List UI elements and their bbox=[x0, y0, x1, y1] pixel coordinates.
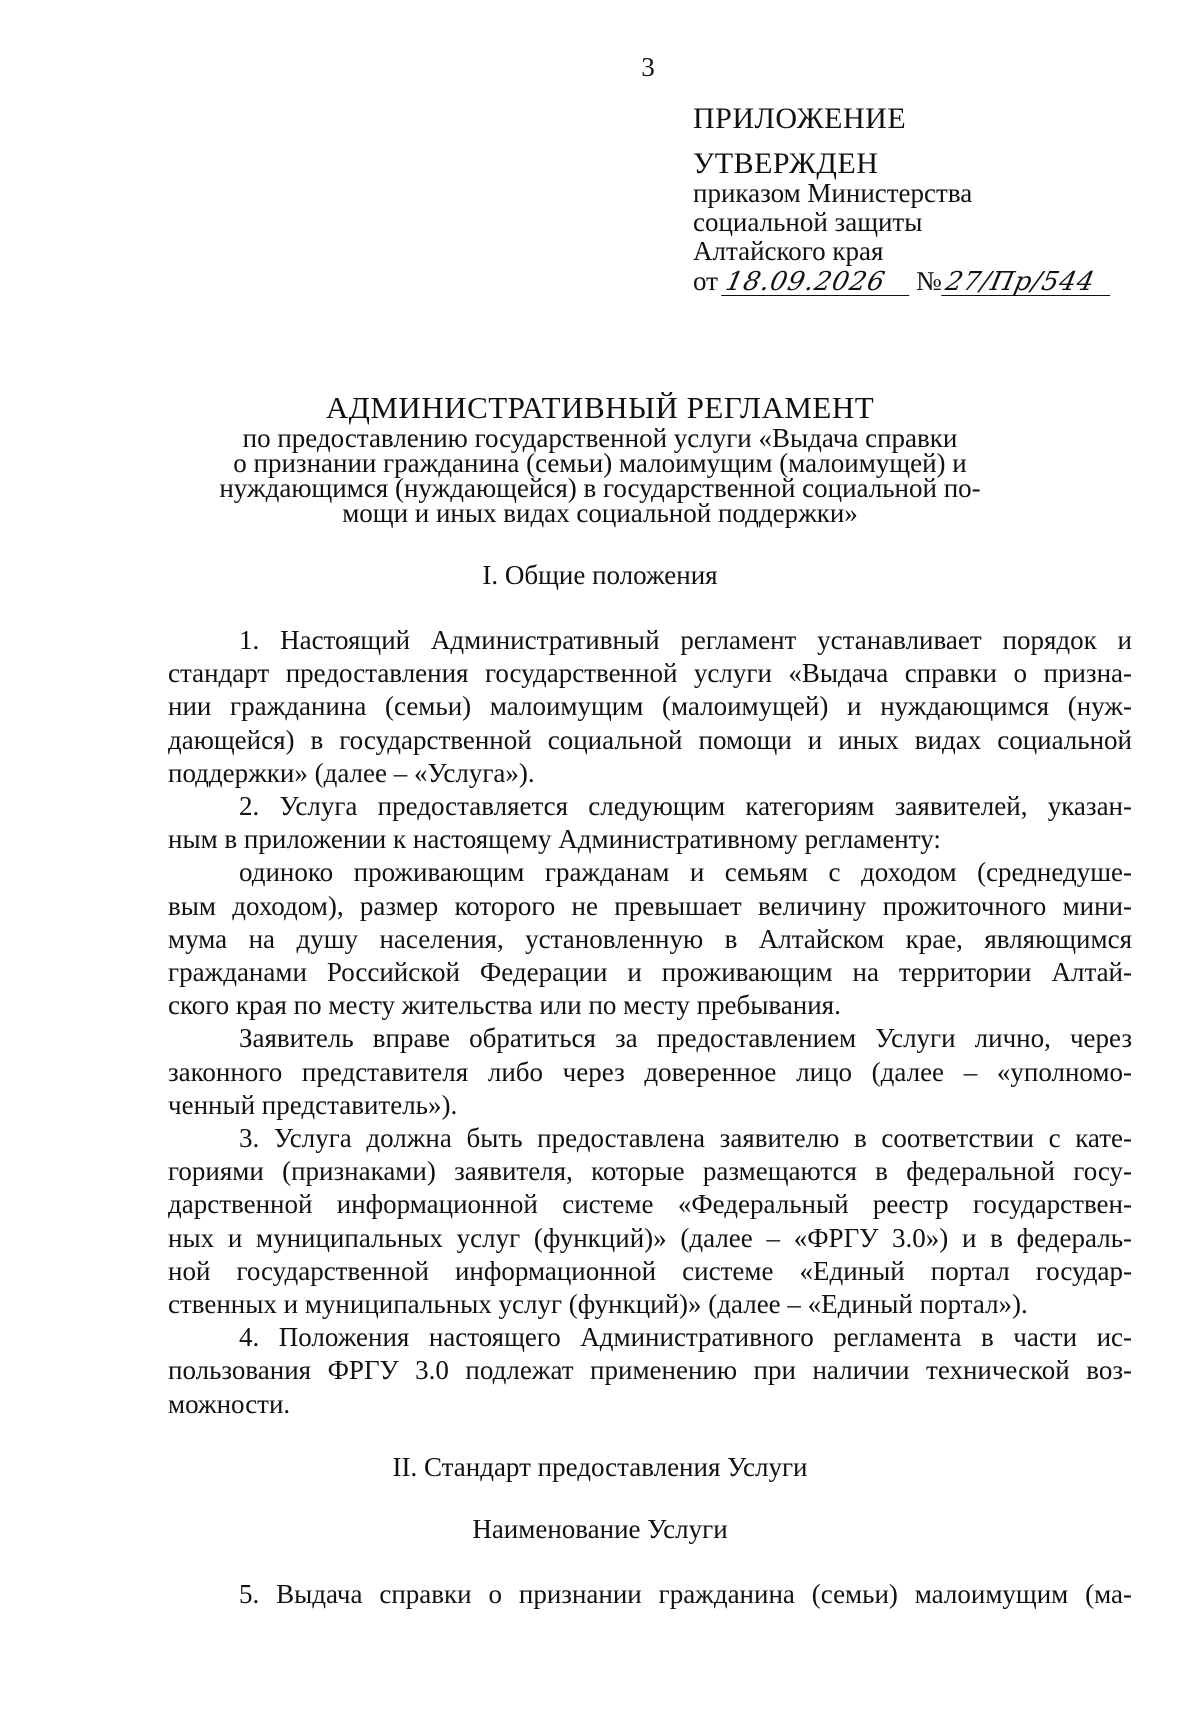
subtitle-line: по предоставлению государственной услуги «Выдача справки bbox=[242, 423, 958, 453]
paragraph-line: стандарт предоставления государственной услуги «Выдача справки о призна- bbox=[168, 658, 1132, 689]
paragraph-line: одиноко проживающим гражданам и семьям с доходом (среднедуше- bbox=[239, 857, 1132, 888]
paragraph-line: пользования ФРГУ 3.0 подлежат применению при наличии технической воз- bbox=[168, 1355, 1132, 1386]
paragraph-line: вым доходом), размер которого не превышает величину прожиточного мини- bbox=[168, 890, 1132, 921]
page-number: 3 bbox=[641, 52, 655, 82]
paragraph-line: можности. bbox=[168, 1388, 291, 1419]
paragraph-line: 2. Услуга предоставляется следующим категориям заявителей, указан- bbox=[239, 791, 1132, 822]
paragraph-line: гражданами Российской Федерации и проживающим на территории Алтай- bbox=[168, 957, 1132, 988]
approval-line-3: Алтайского края bbox=[693, 236, 884, 266]
section-1-heading: I. Общие положения bbox=[482, 560, 718, 590]
subtitle-line: о признании гражданина (семьи) малоимущим (малоимущей) и bbox=[233, 448, 967, 478]
approved-label: УТВЕРЖДЕН bbox=[693, 147, 879, 180]
date-prefix: от bbox=[693, 266, 718, 296]
paragraph-line: ных и муниципальных услуг (функций)» (далее – «ФРГУ 3.0») и в федераль- bbox=[168, 1222, 1132, 1253]
section-1-body bbox=[168, 624, 1132, 1421]
paragraph-line: мума на душу населения, установленную в Алтайском крае, являющимся bbox=[168, 923, 1132, 954]
subtitle-line: нуждающимся (нуждающейся) в государственной социальной по- bbox=[219, 473, 981, 503]
paragraph-line: ным в приложении к настоящему Административному регламенту: bbox=[168, 824, 941, 855]
title-heading: АДМИНИСТРАТИВНЫЙ РЕГЛАМЕНТ bbox=[325, 390, 875, 425]
paragraph-line: поддержки» (далее – «Услуга»). bbox=[168, 757, 535, 788]
paragraph-line: дающейся) в государственной социальной помощи и иных видах социальной bbox=[168, 724, 1132, 755]
handwritten-date: 18.09.2026 bbox=[721, 269, 915, 296]
subtitle-line: мощи и иных видах социальной поддержки» bbox=[342, 498, 858, 528]
section-2-subheading: Наименование Услуги bbox=[472, 1514, 728, 1544]
appendix-label: ПРИЛОЖЕНИЕ bbox=[693, 102, 907, 135]
handwritten-number: 27/Пр/544 bbox=[941, 269, 1116, 296]
paragraph-line: дарственной информационной системе «Федеральный реестр государствен- bbox=[168, 1189, 1132, 1220]
paragraph-line: ского края по месту жительства или по месту пребывания. bbox=[168, 990, 841, 1021]
approval-block bbox=[693, 104, 1173, 296]
paragraph-line: Заявитель вправе обратиться за предоставлением Услуги лично, через bbox=[239, 1023, 1132, 1054]
paragraph-line: 1. Настоящий Административный регламент устанавливает порядок и bbox=[239, 625, 1132, 655]
section-2-body bbox=[168, 1578, 1132, 1611]
paragraph-line: 3. Услуга должна быть предоставлена заявителю в соответствии с кате- bbox=[239, 1123, 1132, 1154]
paragraph-line: ственных и муниципальных услуг (функций)» (далее – «Единый портал»). bbox=[168, 1289, 1028, 1320]
order-date-number bbox=[693, 266, 1173, 296]
paragraph-line: гориями (признаками) заявителя, которые размещаются в федеральной госу- bbox=[168, 1156, 1132, 1187]
paragraph-line: ной государственной информационной системе «Единый портал государ- bbox=[168, 1255, 1132, 1286]
section-2-heading: II. Стандарт предоставления Услуги bbox=[392, 1452, 808, 1482]
paragraph-line: нии гражданина (семьи) малоимущим (малоимущей) и нуждающимся (нуж- bbox=[168, 691, 1132, 722]
paragraph-line: 5. Выдача справки о признании гражданина (семьи) малоимущим (ма- bbox=[239, 1579, 1132, 1609]
approval-line-1: приказом Министерства bbox=[693, 178, 973, 208]
document-title bbox=[0, 392, 1200, 526]
paragraph-line: законного представителя либо через доверенное лицо (далее – «уполномо- bbox=[168, 1056, 1132, 1087]
number-prefix: № bbox=[915, 266, 942, 296]
approval-line-2: социальной защиты bbox=[693, 207, 923, 237]
paragraph-line: ченный представитель»). bbox=[168, 1089, 458, 1120]
paragraph-line: 4. Положения настоящего Административного регламента в части ис- bbox=[239, 1322, 1132, 1353]
title-subtitle bbox=[210, 423, 990, 528]
